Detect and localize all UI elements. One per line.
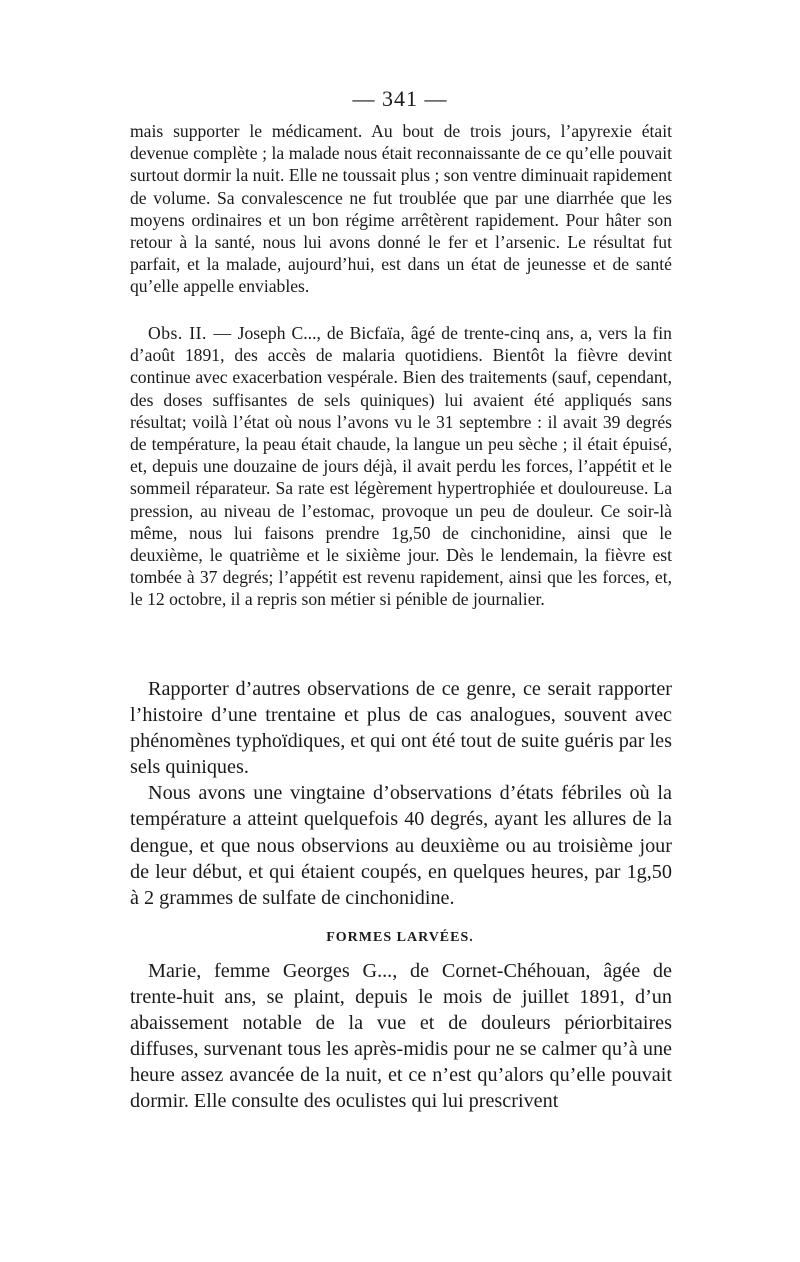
discussion-block xyxy=(130,676,672,911)
observation-block xyxy=(130,322,672,611)
observation-text: Joseph C..., de Bicfaïa, âgé de trente-cinq ans, a, vers la fin d’août 1891, des accès de malaria quotidiens. Bientôt la fièvre devint continue avec exacerbation vespérale. Bien des traitements (sauf, cependant, des doses suffisantes de sels quiniques) lui avaient été appliqués sans résultat; voilà l’état où nous l’avons vu le 31 septembre : il avait 39 degrés de température, la peau était chaude, la langue un peu sèche ; il était épuisé, et, depuis une douzaine de jours déjà, il avait perdu les forces, l’appétit et le sommeil réparateur. Sa rate est légèrement hypertrophiée et douloureuse. La pression, au niveau de l’estomac, provoque un peu de douleur. Ce soir-là même, nous lui faisons prendre 1g,50 de cinchonidine, ainsi que le deuxième, le quatrième et le sixième jour. Dès le lendemain, la fièvre est tombée à 37 degrés; l’appétit est revenu rapidement, ainsi que les forces, et, le 12 octobre, il a repris son métier si pénible de journalier. xyxy=(130,323,672,610)
continuation-block xyxy=(130,120,672,298)
case-block xyxy=(130,958,672,1115)
page-number: — 341 — xyxy=(352,86,448,111)
observation-paragraph xyxy=(130,322,672,611)
paragraph-marie: Marie, femme Georges G..., de Cornet-Chéhouan, âgée de trente-huit ans, se plaint, depuis le mois de juillet 1891, d’un abaissement notable de la vue et de douleurs périorbitaires diffuses, survenant tous les après-midis pour ne se calmer qu’à une heure assez avancée de la nuit, et ce n’est qu’alors qu’elle pouvait dormir. Elle consulte des oculistes qui lui prescrivent xyxy=(130,960,672,1113)
paragraph-continuation: mais supporter le médicament. Au bout de trois jours, l’apyrexie était devenue complète ; la malade nous était reconnaissante de ce qu’elle pouvait surtout dormir la nuit. Elle ne toussait plus ; son ventre diminuait rapidement de volume. Sa convalescence ne fut troublée que par une diarrhée que les moyens ordinaires et un bon régime arrêtèrent rapidement. Pour hâter son retour à la santé, nous lui avons donné le fer et l’arsenic. Le résultat fut parfait, et la malade, aujourd’hui, est dans un état de jeunesse et de santé qu’elle appelle enviables. xyxy=(130,121,672,297)
paragraph-vingtaine: Nous avons une vingtaine d’observations d’états fébriles où la température a atteint quelquefois 40 degrés, ayant les allures de la dengue, et que nous observions au deuxième ou au troisième jour de leur début, et qui étaient coupés, en quelques heures, par 1g,50 à 2 grammes de sulfate de cinchonidine. xyxy=(130,782,672,909)
observation-label: Obs. II. — xyxy=(148,323,232,343)
section-heading: FORMES LARVÉES. xyxy=(326,930,474,945)
paragraph-rapporter: Rapporter d’autres observations de ce genre, ce serait rapporter l’histoire d’une trentaine et plus de cas analogues, souvent avec phénomènes typhoïdiques, et qui ont été tout de suite guéris par les sels quiniques. xyxy=(130,678,672,779)
